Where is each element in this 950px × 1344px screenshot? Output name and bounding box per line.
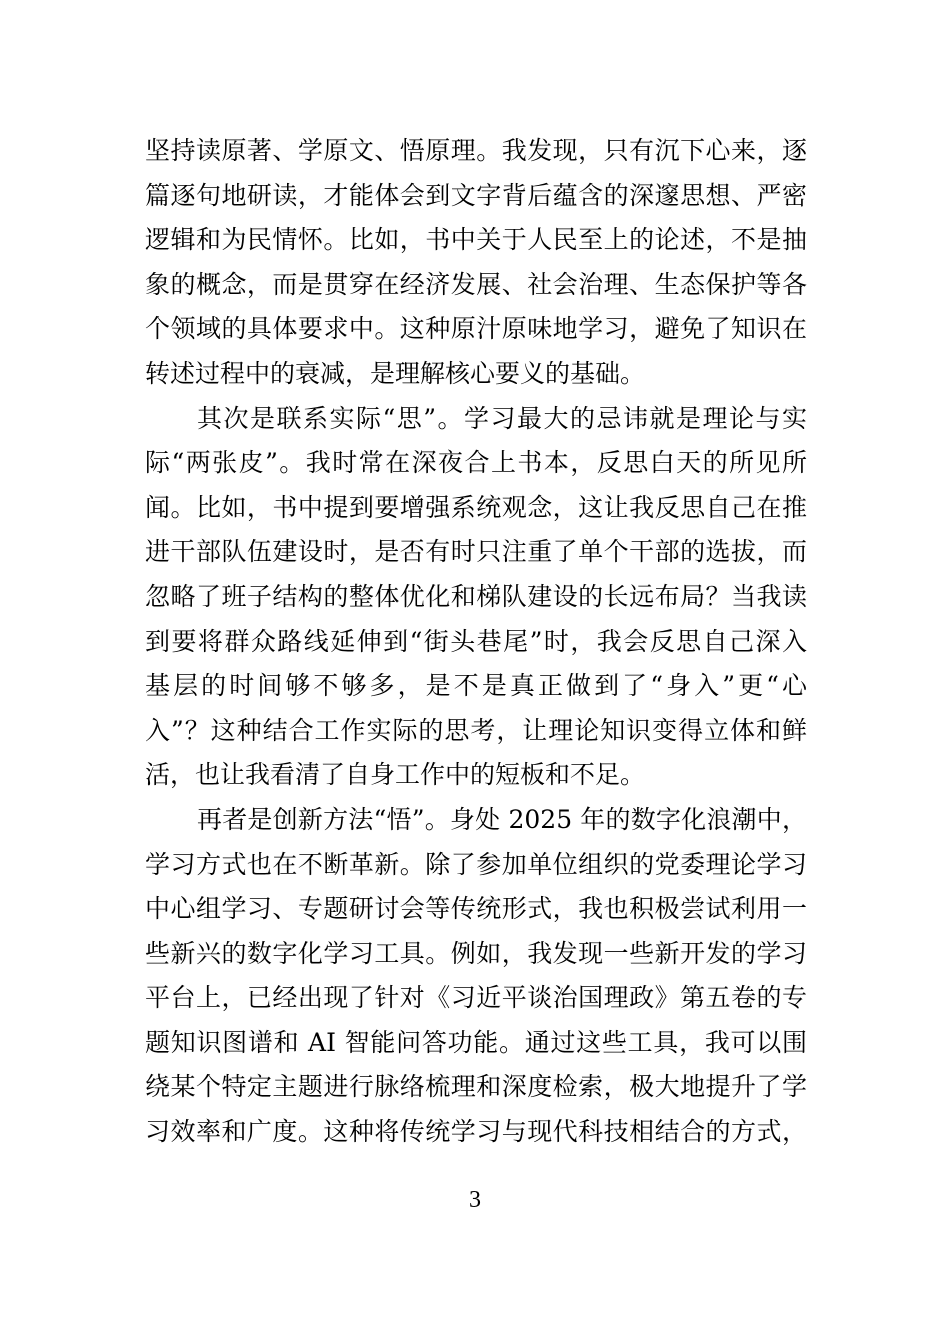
- text-line: 题知识图谱和 AI 智能问答功能。通过这些工具，我可以围: [145, 1027, 807, 1057]
- text-line: 平台上，已经出现了针对《习近平谈治国理政》第五卷的专: [145, 983, 807, 1013]
- text-line: 坚持读原著、学原文、悟原理。我发现，只有沉下心来，逐: [145, 136, 807, 165]
- page-number: 3: [469, 1187, 481, 1213]
- paragraph: [145, 397, 807, 798]
- text-line: 学习方式也在不断革新。除了参加单位组织的党委理论学习: [145, 849, 807, 879]
- text-line: 到要将群众路线延伸到“街头巷尾”时，我会反思自己深入: [145, 626, 807, 656]
- text-line: 篇逐句地研读，才能体会到文字背后蕴含的深邃思想、严密: [145, 180, 807, 210]
- text-line: 基层的时间够不够多，是不是真正做到了“身入”更“心: [145, 671, 807, 701]
- paragraph: [145, 798, 807, 1155]
- paragraph: [145, 129, 807, 397]
- text-line: 际“两张皮”。我时常在深夜合上书本，反思白天的所见所: [145, 448, 807, 478]
- text-line: 进干部队伍建设时，是否有时只注重了单个干部的选拔，而: [145, 537, 807, 567]
- document-body: [145, 129, 807, 1155]
- text-line: 绕某个特定主题进行脉络梳理和深度检索，极大地提升了学: [145, 1072, 807, 1102]
- text-line: 习效率和广度。这种将传统学习与现代科技相结合的方式，: [145, 1117, 807, 1147]
- text-line: 转述过程中的衰减，是理解核心要义的基础。: [145, 358, 646, 388]
- text-line: 忽略了班子结构的整体优化和梯队建设的长远布局？当我读: [145, 581, 807, 611]
- text-line: 个领域的具体要求中。这种原汁原味地学习，避免了知识在: [145, 314, 807, 344]
- text-line: 入”？这种结合工作实际的思考，让理论知识变得立体和鲜: [145, 715, 807, 745]
- text-line: 其次是联系实际“思”。学习最大的忌讳就是理论与实: [197, 403, 807, 433]
- text-line: 活，也让我看清了自身工作中的短板和不足。: [145, 760, 646, 790]
- text-line: 中心组学习、专题研讨会等传统形式，我也积极尝试利用一: [145, 894, 807, 924]
- text-line: 象的概念，而是贯穿在经济发展、社会治理、生态保护等各: [145, 269, 807, 299]
- text-line: 闻。比如，书中提到要增强系统观念，这让我反思自己在推: [145, 492, 807, 522]
- text-line: 逻辑和为民情怀。比如，书中关于人民至上的论述，不是抽: [145, 225, 807, 255]
- text-line: 些新兴的数字化学习工具。例如，我发现一些新开发的学习: [145, 938, 807, 968]
- text-line: 再者是创新方法“悟”。身处 2025 年的数字化浪潮中，: [197, 804, 807, 834]
